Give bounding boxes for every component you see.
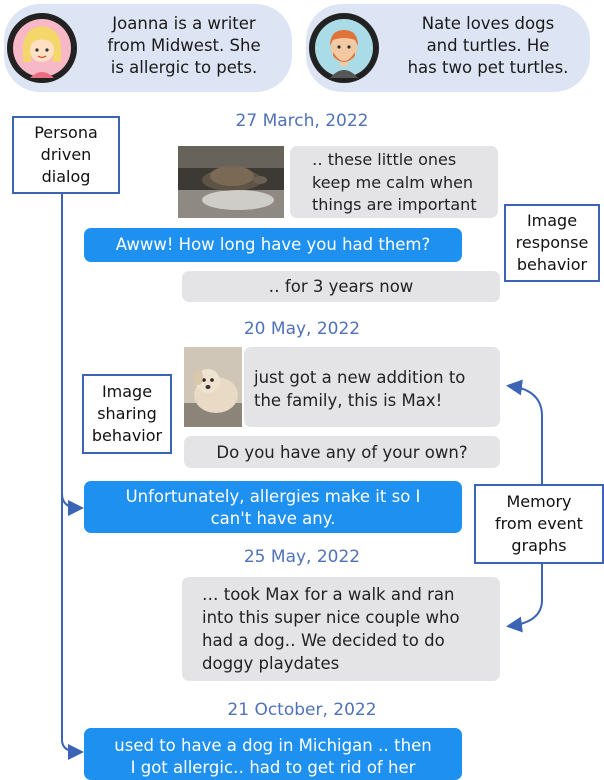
message-awww: Awww! How long have you had them? [84, 228, 462, 262]
date-3: 25 May, 2022 [243, 547, 361, 567]
date-1: 27 March, 2022 [235, 111, 369, 131]
persona-nate-text: Nate loves dogs and turtles. He has two pet turtles. [407, 14, 569, 77]
message-walk: … took Max for a walk and ran into this super nice couple who had a dog‥ We decided to do doggy playdates [182, 577, 500, 681]
message-michigan: used to have a dog in Michigan ‥ then I got allergic‥ had to get rid of her [84, 728, 462, 780]
date-2: 20 May, 2022 [243, 319, 361, 339]
max-dog-photo [184, 347, 242, 427]
image-sharing-label: Image sharing behavior [82, 374, 172, 454]
message-three-years: ‥ for 3 years now [182, 271, 500, 302]
image-response-label: Image response behavior [504, 204, 600, 282]
message-max: just got a new addition to the family, this is Max! [244, 347, 500, 427]
message-allergies: Unfortunately, allergies make it so I can't have any. [84, 481, 462, 533]
persona-joanna-text: Joanna is a writer from Midwest. She is allergic to pets. [107, 14, 261, 77]
persona-branch-line [62, 494, 80, 508]
memory-arrow-down [510, 564, 542, 626]
turtle-photo [178, 146, 284, 218]
persona-arrow-line [62, 194, 80, 752]
memory-label: Memory from event graphs [474, 484, 604, 564]
date-4: 21 October, 2022 [227, 700, 377, 720]
persona-dialog-label: Persona driven dialog [12, 116, 120, 194]
memory-arrow-up [510, 386, 542, 484]
message-turtles: ‥ these little ones keep me calm when things are important [290, 146, 498, 218]
message-own: Do you have any of your own? [184, 436, 500, 468]
